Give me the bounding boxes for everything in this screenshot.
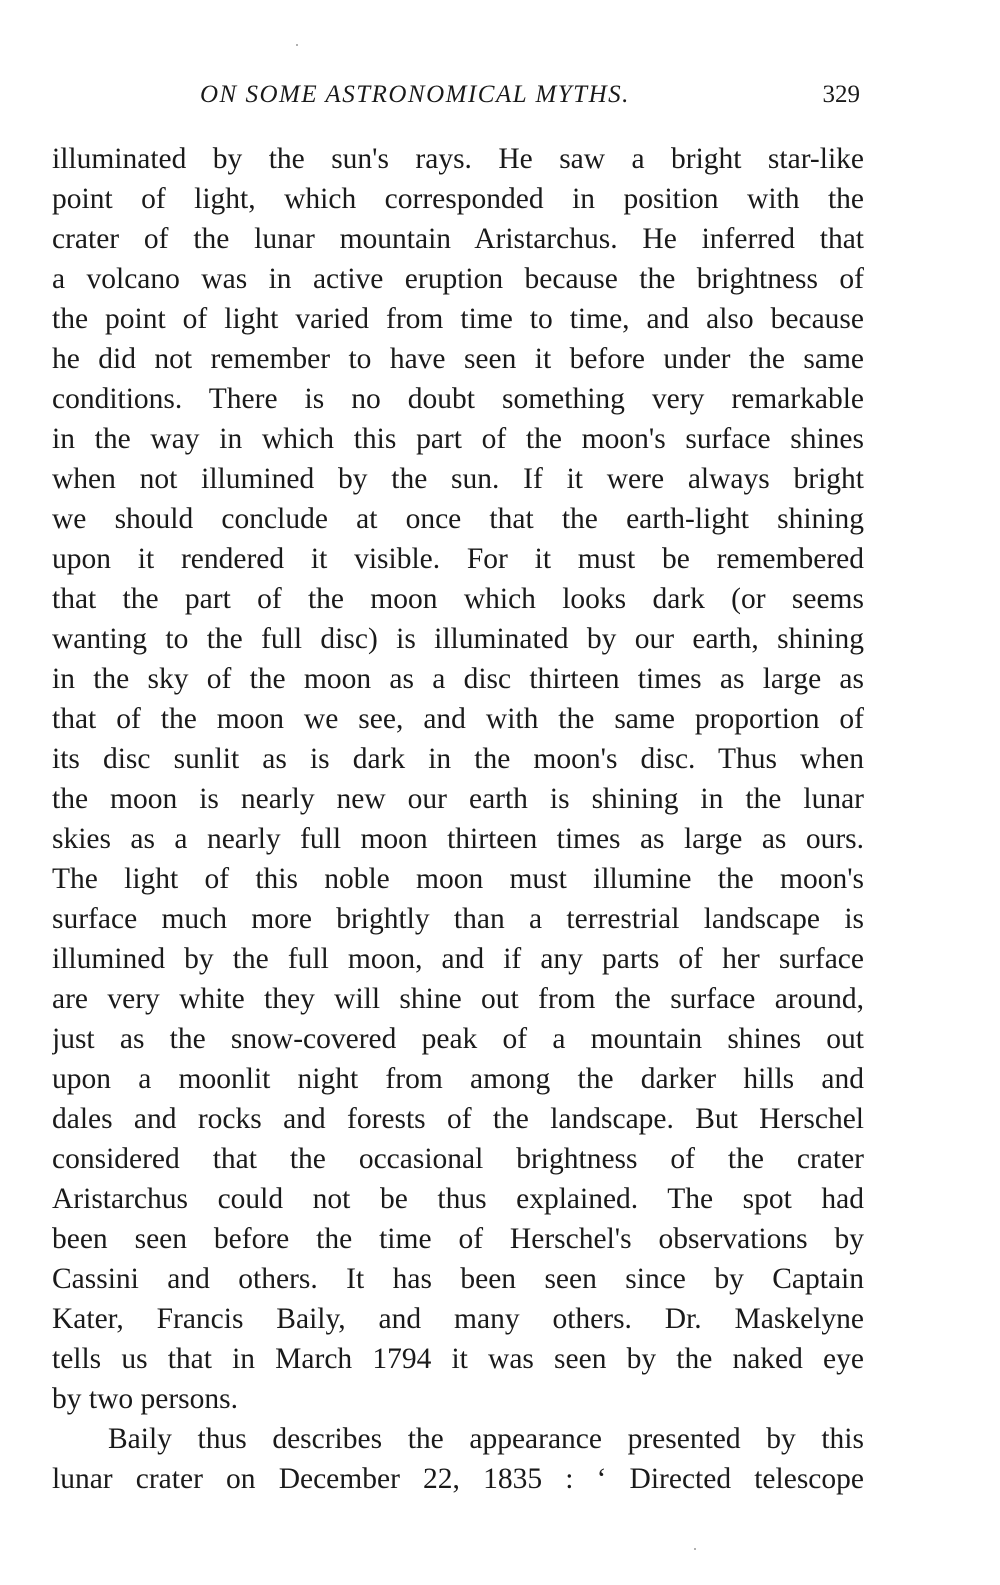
running-title: ON SOME ASTRONOMICAL MYTHS. [200, 81, 630, 108]
paper-speck [296, 44, 298, 46]
text-line: wanting to the full disc) is illuminated by our earth, shining [52, 623, 864, 655]
body-text [52, 139, 864, 1499]
text-line: a volcano was in active eruption because the brightness of [52, 263, 864, 295]
text-line: Baily thus describes the appearance presented by this [108, 1423, 864, 1455]
text-line: he did not remember to have seen it before under the same [52, 343, 864, 375]
text-line: lunar crater on December 22, 1835 : ‘ Directed telescope [52, 1463, 864, 1495]
text-line: dales and rocks and forests of the landscape. But Herschel [52, 1103, 864, 1135]
page-number: 329 [822, 81, 860, 108]
text-line: surface much more brightly than a terrestrial landscape is [52, 903, 864, 935]
text-line: that the part of the moon which looks dark (or seems [52, 583, 864, 615]
text-line: The light of this noble moon must illumine the moon's [52, 863, 864, 895]
text-line: conditions. There is no doubt something very remarkable [52, 383, 864, 415]
text-line: by two persons. [52, 1383, 239, 1415]
text-line: tells us that in March 1794 it was seen by the naked eye [52, 1343, 864, 1375]
text-line: point of light, which corresponded in position with the [52, 183, 864, 215]
text-line: been seen before the time of Herschel's observations by [52, 1223, 864, 1255]
text-line: in the sky of the moon as a disc thirteen times as large as [52, 663, 864, 695]
text-line: upon it rendered it visible. For it must be remembered [52, 543, 864, 575]
paper-speck [694, 1548, 696, 1550]
text-line: skies as a nearly full moon thirteen times as large as ours. [52, 823, 864, 855]
text-line: its disc sunlit as is dark in the moon's disc. Thus when [52, 743, 864, 775]
text-line: Aristarchus could not be thus explained. The spot had [52, 1183, 864, 1215]
running-head [52, 78, 864, 112]
text-line: considered that the occasional brightness of the crater [52, 1143, 864, 1175]
text-line: the point of light varied from time to time, and also because [52, 303, 864, 335]
text-line: when not illumined by the sun. If it were always bright [52, 463, 864, 495]
text-line: we should conclude at once that the earth-light shining [52, 503, 864, 535]
text-line: in the way in which this part of the moon's surface shines [52, 423, 864, 455]
text-line: upon a moonlit night from among the darker hills and [52, 1063, 864, 1095]
text-line: just as the snow-covered peak of a mountain shines out [52, 1023, 864, 1055]
text-line: illuminated by the sun's rays. He saw a bright star-like [52, 143, 864, 175]
text-line: Kater, Francis Baily, and many others. Dr. Maskelyne [52, 1303, 864, 1335]
text-line: that of the moon we see, and with the same proportion of [52, 703, 864, 735]
text-line: illumined by the full moon, and if any parts of her surface [52, 943, 864, 975]
text-line: crater of the lunar mountain Aristarchus. He inferred that [52, 223, 864, 255]
text-line: the moon is nearly new our earth is shining in the lunar [52, 783, 864, 815]
text-line: Cassini and others. It has been seen since by Captain [52, 1263, 864, 1295]
text-line: are very white they will shine out from the surface around, [52, 983, 864, 1015]
